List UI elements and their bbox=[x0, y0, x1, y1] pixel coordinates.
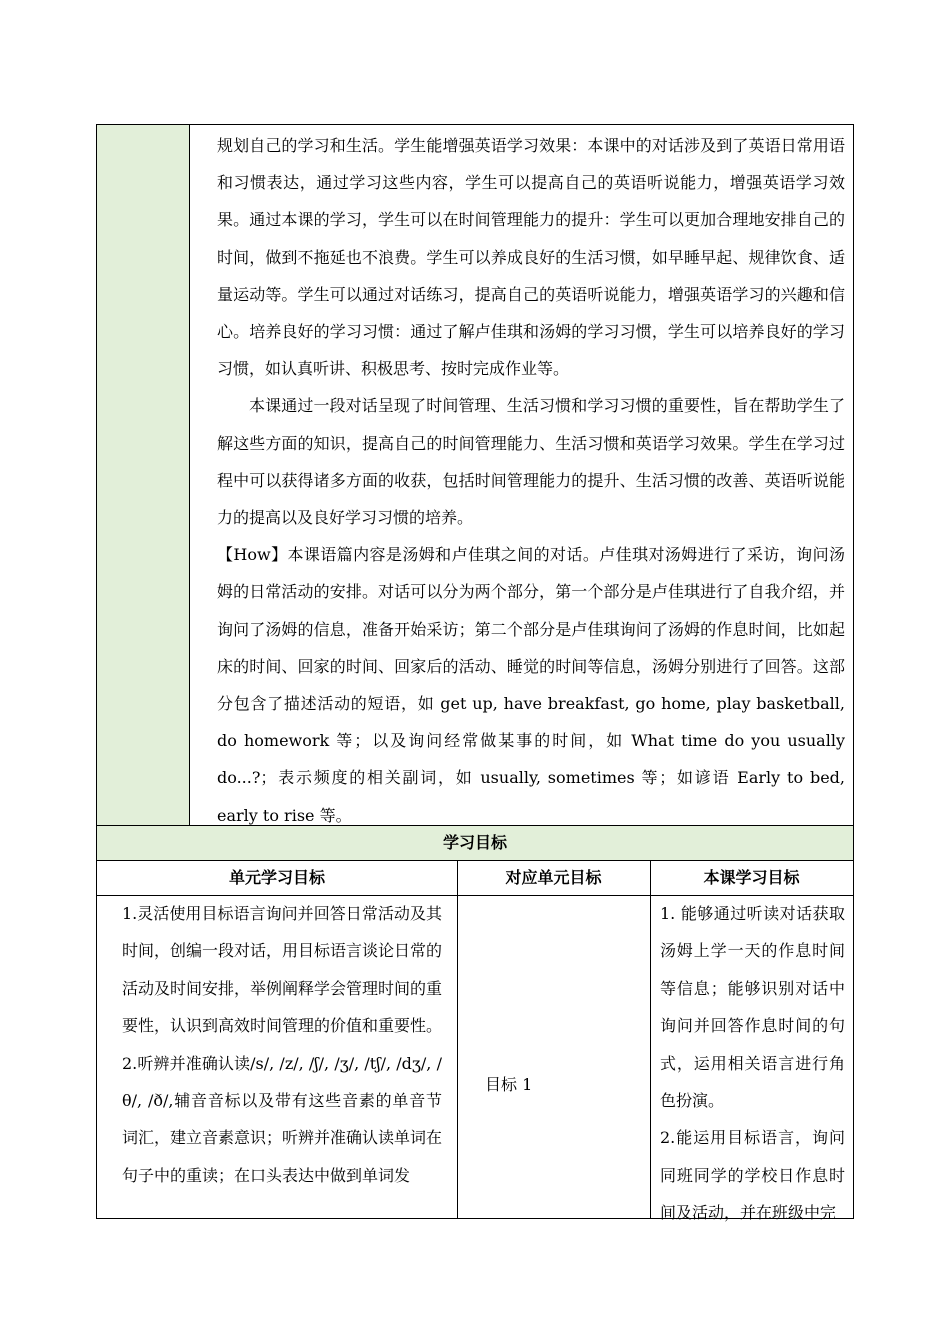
objectives-table bbox=[96, 860, 854, 1223]
analysis-paragraph: 规划自己的学习和生活。学生能增强英语学习效果：本课中的对话涉及到了英语日常用语和习惯表达，通过学习这些内容，学生可以提高自己的英语听说能力，增强英语学习效果。通过本课的学习，学生可以在时间管理能力的提升：学生可以更加合理地安排自己的时间，做到不拖延也不浪费。学生可以养成良好的生活习惯，如早睡早起、规律饮食、适量运动等。学生可以通过对话练习，提高自己的英语听说能力，增强英语学习的兴趣和信心。培养良好的学习习惯：通过了解卢佳琪和汤姆的学习习惯，学生可以培养良好的学习习惯，如认真听讲、积极思考、按时完成作业等。 bbox=[217, 136, 845, 379]
mapping-header: 对应单元目标 bbox=[457, 861, 650, 896]
lesson-goals-header: 本课学习目标 bbox=[650, 861, 853, 896]
lesson-goal-item: 1. 能够通过听读对话获取汤姆上学一天的作息时间等信息；能够识别对话中询问并回答作息时间的句式，运用相关语言进行角色扮演。 bbox=[660, 904, 845, 1111]
mapping-target: 目标 1 bbox=[485, 1075, 533, 1094]
column-divider bbox=[650, 861, 651, 1218]
lesson-goal-item: 2.能运用目标语言，询问同班同学的学校日作息时间及活动，并在班级中完 bbox=[660, 1128, 845, 1223]
analysis-label-column bbox=[97, 125, 190, 825]
analysis-table-block bbox=[96, 124, 854, 826]
unit-goals-cell bbox=[122, 895, 442, 1194]
lesson-goals-cell bbox=[660, 895, 845, 1232]
how-paragraph: 【How】本课语篇内容是汤姆和卢佳琪之间的对话。卢佳琪对汤姆进行了采访，询问汤姆的日常活动的安排。对话可以分为两个部分，第一个部分是卢佳琪进行了自我介绍，并询问了汤姆的信息，准备开始采访；第二个部分是卢佳琪询问了汤姆的作息时间，比如起床的时间、回家的时间、回家后的活动、睡觉的时间等信息，汤姆分别进行了回答。这部分包含了描述活动的短语，如 get up, have breakfast, go home, play basketball, do homework 等；以及询问经常做某事的时间，如 What time do you usually do...?；表示频度的相关副词，如 usually, sometimes 等；如谚语 Early to bed, early to rise 等。 bbox=[217, 545, 845, 825]
column-divider bbox=[457, 861, 458, 1218]
unit-goal-item: 2.听辨并准确认读/s/, /z/, /ʃ/, /ʒ/, /tʃ/, /dʒ/, /θ/, /ð/,辅音音标以及带有这些音素的单音节词汇，建立音素意识；听辨并准确认读单词在句子中的重读；在口头表达中做到单词发 bbox=[122, 1053, 443, 1185]
unit-goals-header: 单元学习目标 bbox=[97, 861, 457, 896]
analysis-paragraph: 本课通过一段对话呈现了时间管理、生活习惯和学习习惯的重要性，旨在帮助学生了解这些方面的知识，提高自己的时间管理能力、生活习惯和英语学习效果。学生在学习过程中可以获得诸多方面的收获，包括时间管理能力的提升、生活习惯的改善、英语听说能力的提高以及良好学习习惯的培养。 bbox=[217, 396, 845, 528]
analysis-text bbox=[217, 127, 845, 834]
unit-goal-item: 1.灵活使用目标语言询问并回答日常活动及其时间，创编一段对话，用目标语言谈论日常的活动及时间安排，举例阐释学会管理时间的重要性，认识到高效时间管理的价值和重要性。 bbox=[122, 904, 443, 1036]
objectives-section-title: 学习目标 bbox=[96, 825, 854, 861]
